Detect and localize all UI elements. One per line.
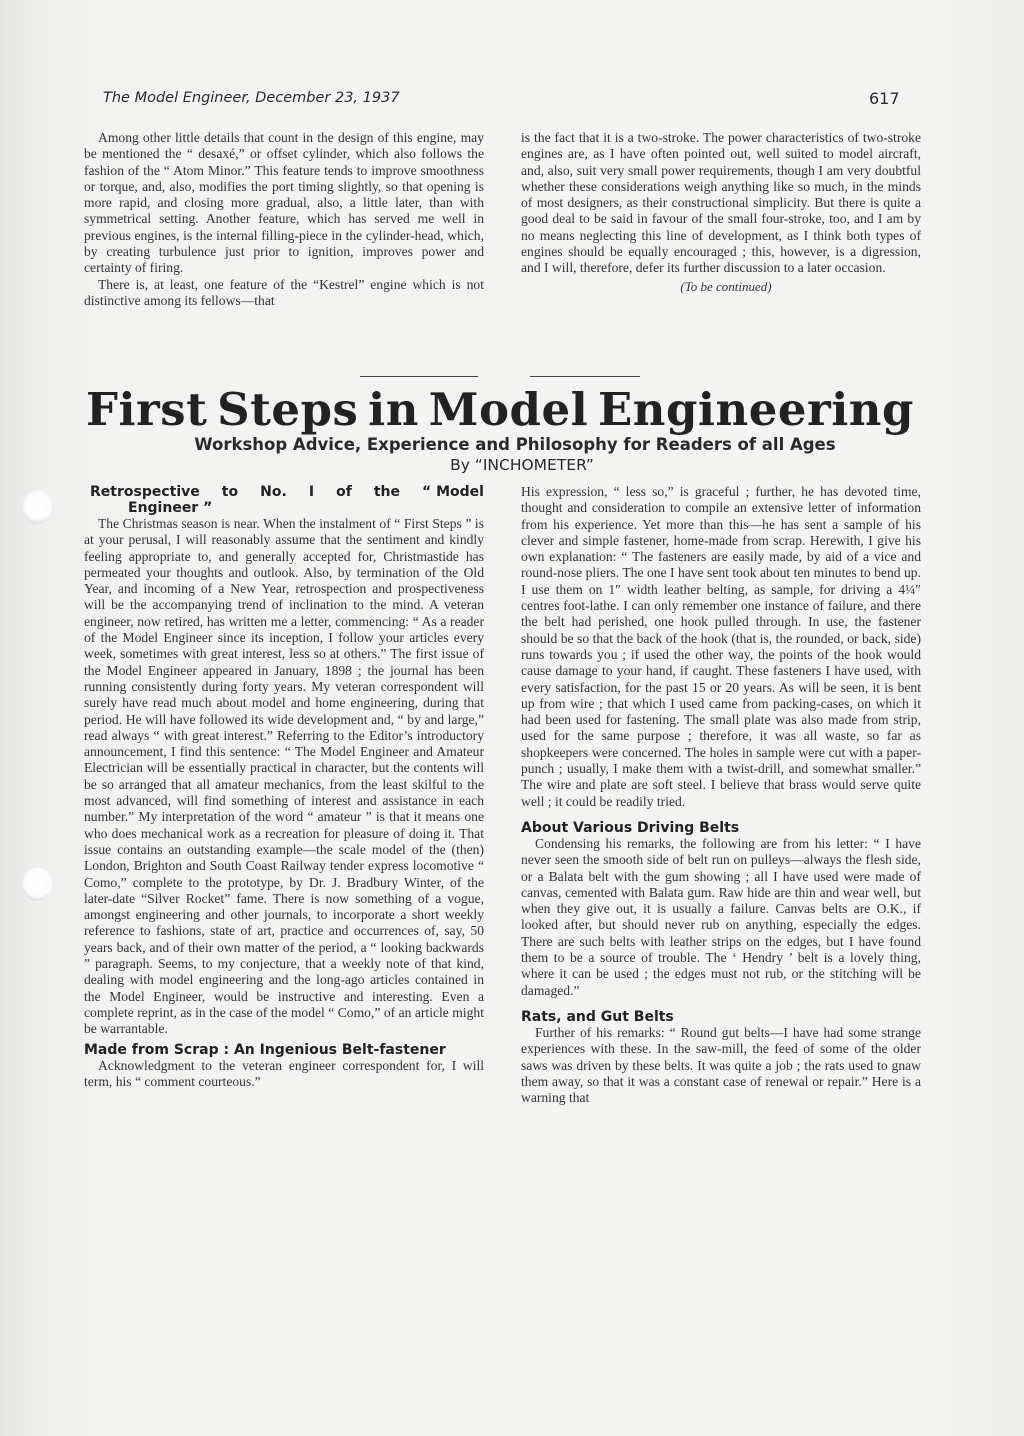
section-heading-rats-gut-belts: Rats, and Gut Belts [521,1008,674,1025]
running-head: The Model Engineer, December 23, 1937 [103,90,400,106]
paragraph: Among other little details that count in the design of this engine, may be mentioned the “ desaxé,” or offset cylinder, which also follows the fashion of the “ Atom Minor.” This feature tends to improve smoothness or torque, and, also, modifies the port timing slightly, so that opening is more rapid, and closing more gradual, also, a little later, than with symmetrical setting. Another feature, which has served me well in previous engines, is the internal filling-piece in the cylinder-head, which, by creating turbulence just prior to ignition, improves power and certainty of firing. [84,130,484,276]
divider-rule [360,376,478,377]
page-number: 617 [869,89,900,108]
section-heading-driving-belts: About Various Driving Belts [521,819,740,836]
binder-punch-hole [22,867,52,901]
to-be-continued-note: (To be continued) [680,278,772,294]
paragraph: There is, at least, one feature of the “Kestrel” engine which is not distinctive among its fellows—that [84,276,484,308]
divider-rule [530,376,640,377]
paragraph: is the fact that it is a two-stroke. The power characteristics of two-stroke engines are, as I have often pointed out, well suited to model aircraft, and, also, suit very small power requirements, though I am very doubtful whether these considerations weigh anything like so much, in the minds of most designers, as their constructional simplicity. But there is quite a good deal to be said in favour of the small four-stroke, too, and I am by no means neglecting this line of development, as I think both types of engines should be equally encouraged ; this, however, is a digression, and I will, therefore, defer its further discussion to a later occasion. [521,130,921,276]
paragraph: Further of his remarks: “ Round gut belts—I have had some strange experiences with these. In the saw-mill, the feed of some of the older saws was driven by these belts. It was quite a job ; the rats used to gnaw them away, so that it was a constant case of renewal or repair.” Here is a warning that [521,1024,921,1106]
previous-article-left-column [84,130,484,309]
previous-article-right-column [521,130,921,295]
heading-word: No. [260,484,287,500]
binder-punch-hole [22,490,52,524]
article-title [86,383,914,436]
paragraph: The Christmas season is near. When the instalment of “ First Steps ” is at your perusal, I will reasonably assume that the sentiment and kindly feeling appropriate to, and generally accepted for, Christmastide has permeated your thoughts and outlook. Also, by termination of the Old Year, and incoming of a New Year, retrospection and prospectiveness will be the accompanying trend of inclination to the mind. A veteran engineer, now retired, has written me a letter, commencing: “ As a reader of the Model Engineer since its inception, I follow your articles every week, sometimes with great interest, less so at others.” The first issue of the Model Engineer appeared in January, 1898 ; the journal has been running consistently during forty years. My veteran correspondent will surely have read much about model and home engineering, during that period. He will have followed its wide development and, “ by and large,” read always “ with great interest.” Referring to the Editor’s introductory announcement, I find this sentence: “ The Model Engineer and Amateur Electrician will be essentially practical in character, but the contents will be so arranged that all amateur mechanics, from the least skilful to the most advanced, will find something of interest and assistance in each number.” My interpretation of the word “ amateur ” is that it means one who does mechanical work as a recreation for pleasure of doing it. That issue contains an outstanding example—the scale model of the (then) London, Brighton and South Coast Railway tender express locomotive “ Como,” complete to the prototype, by Dr. J. Bradbury Winter, of the later-date “Silver Rocket” fame. There is now something of a vogue, amongst engineering and other journals, to incorporate a short weekly reference to fashions, state of art, practice and occurrences of, say, 50 years back, and of their own matter of the period, a “ looking backwards ” paragraph. Seems, to my conjecture, that a weekly note of that kind, dealing with model engineering and the long-ago articles contained in the Model Engineer, would be instructive and interesting. Even a complete reprint, as in the case of the model “ Como,” of an article might be warrantable. [84,516,484,1037]
title-word: First [86,383,208,436]
paragraph: His expression, “ less so,” is graceful ; further, he has devoted time, thought and consideration to compile an extensive letter of information from his experience. Yet more than this—he has sent a sample of his clever and simple fastener, home-made from scrap. Herewith, I give his own explanation: “ The fasteners are easily made, by aid of a vice and round-nose pliers. The one I have sent took about ten minutes to bend up. I use them on 1″ width leather belting, as sample, for driving a 4¼″ centres foot-lathe. I can only remember one instance of failure, and there the belt had perished, one hook pulled through. In use, the fastener should be so that the back of the hook (that is, the rounded, or back, side) runs towards you ; if used the other way, the points of the hook would cause damage to your hand, if caught. These fasteners I have used, with every satisfaction, for the past 15 or 20 years. As will be seen, it is bent up from wire ; that which I used came from packing-cases, on which it had been used for fastening. The small plate was also made from strip, used for the same purpose ; therefore, it was all waste, so far as shopkeepers were concerned. The holes in sample were cut with a paper-punch ; usually, I make them with a twist-drill, and somewhat smaller.” The wire and plate are soft steel. I believe that brass would serve quite well ; it could be readily tried. [521,484,921,809]
heading-word: to [221,484,239,500]
title-word: in [368,383,419,436]
title-word: Model [428,383,589,436]
section-heading-retrospective [84,484,484,500]
heading-word: “ Model [422,484,484,500]
paragraph: Condensing his remarks, the following are from his letter: “ I have never seen the smooth side of belt run on pulleys—always the flesh side, or a Balata belt with the gum showing ; all I have used were made of canvas, cemented with Balata gum. Raw hide are thin and wear well, but when they give out, it is usually a failure. Canvas belts are O.K., if looked after, but should never rub on anything, especially the edges. There are such belts with leather strips on the edges, but I have found them to be a source of trouble. The ‘ Hendry ’ belt is a lovely thing, where it can be used ; the edges must not rub, or the stitching will be damaged.” [521,835,921,998]
heading-word: of [336,484,352,500]
title-word: Engineering [597,383,914,436]
article-subtitle: Workshop Advice, Experience and Philosophy for Readers of all Ages [194,435,836,454]
heading-word: Retrospective [90,484,200,500]
article-left-column [84,484,484,1090]
section-heading-made-from-scrap: Made from Scrap : An Ingenious Belt-fastener [84,1041,446,1058]
article-byline: By “INCHOMETER” [450,456,594,474]
title-word: Steps [217,383,359,436]
article-right-column [521,484,921,1106]
section-heading-retrospective-cont: Engineer ” [128,500,213,516]
heading-word: I [308,484,315,500]
paragraph: Acknowledgment to the veteran engineer correspondent for, I will term, his “ comment courteous.” [84,1057,484,1089]
heading-word: the [373,484,400,500]
